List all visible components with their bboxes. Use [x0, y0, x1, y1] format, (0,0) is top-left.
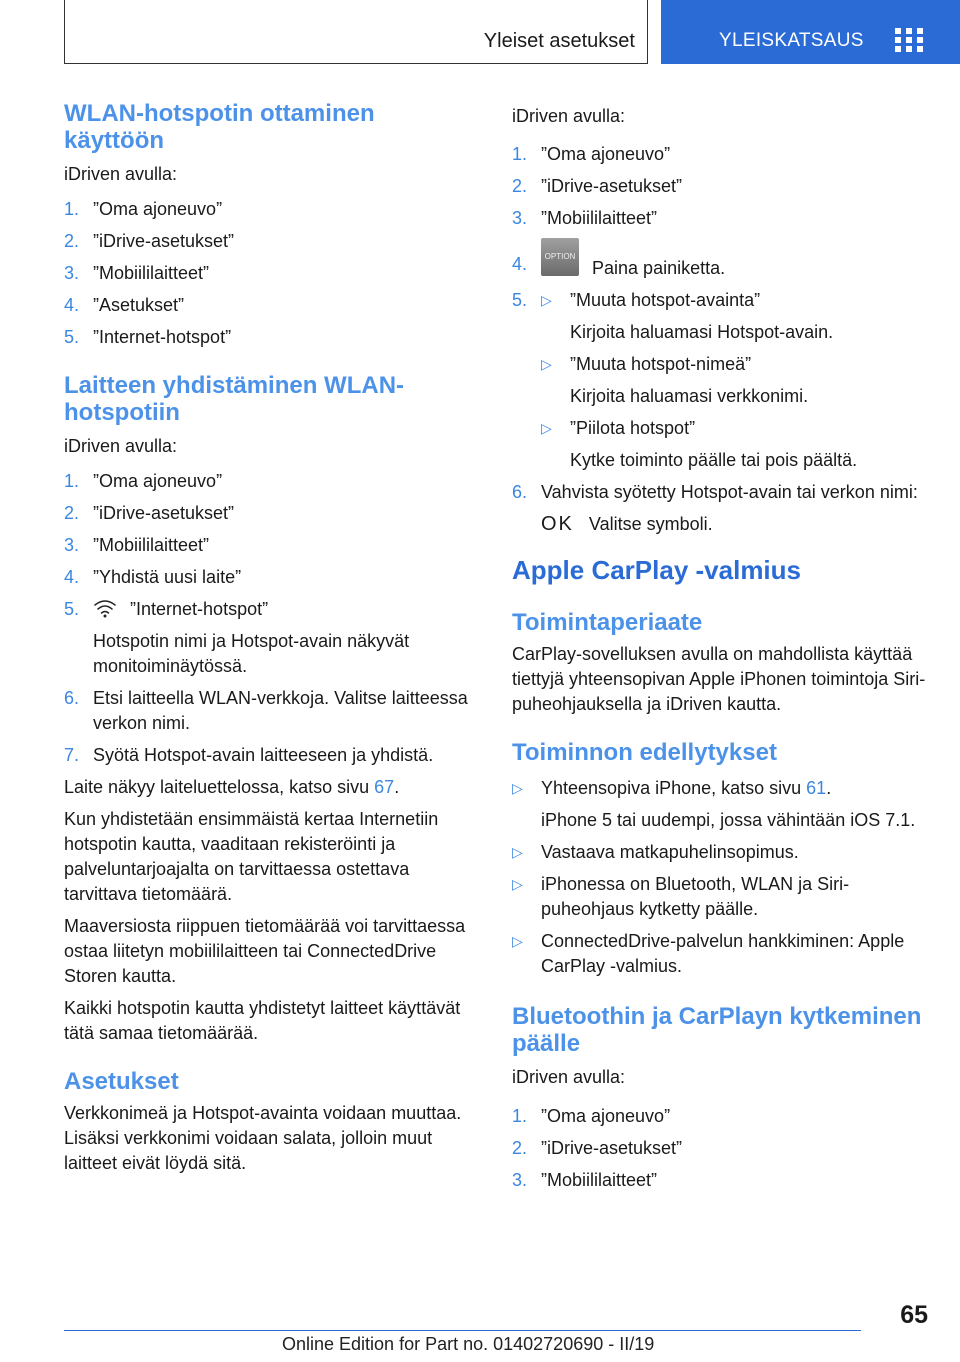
list-item: [64, 229, 474, 254]
step-text: Vahvista syötetty Hotspot-avain tai verkon nimi:: [541, 481, 918, 502]
list-item: [512, 480, 937, 505]
requirement-text: Yhteensopiva iPhone, katso sivu: [541, 777, 807, 798]
triangle-bullet-icon: ▷: [541, 355, 552, 372]
step-text: ”Yhdistä uusi laite”: [93, 567, 242, 587]
step-text: ”iDrive-asetukset”: [541, 176, 683, 196]
page-number: 65: [900, 1301, 928, 1329]
section-intro: iDriven avulla:: [64, 436, 178, 456]
section-intro: iDriven avulla:: [512, 1066, 626, 1087]
step-text: ”Oma ajoneuvo”: [93, 471, 223, 491]
step-text: ”Internet-hotspot”: [130, 599, 269, 619]
paragraph: Kun yhdistetään ensimmäistä kertaa Internetiin hotspotin kautta, vaaditaan rekisteröinti ja palveluntarjoajalta on tarvittaessa ostettava tarvittava tietomäärä.: [64, 809, 439, 904]
list-item: [512, 776, 937, 801]
grid-icon: [895, 28, 923, 52]
step-text: ”Oma ajoneuvo”: [93, 199, 223, 219]
left-column: [64, 100, 474, 1176]
sub-item-text: ”Piilota hotspot”: [570, 417, 696, 438]
paragraph: Verkkonimeä ja Hotspot-avainta voidaan muuttaa. Lisäksi verkkonimi voidaan salata, jolloin muut laitteet eivät löydä sitä.: [64, 1103, 462, 1173]
step-number: 1.: [512, 1105, 528, 1126]
step-text: ”iDrive-asetukset”: [541, 1137, 683, 1158]
step-text: Paina painiketta.: [592, 257, 726, 278]
list-item: [512, 1136, 937, 1161]
triangle-bullet-icon: ▷: [541, 291, 552, 308]
step-text: Etsi laitteella WLAN-verkkoja. Valitse laitteessa verkon nimi.: [93, 688, 468, 733]
step-number: 2.: [512, 1137, 528, 1158]
sub-item-text: ”Muuta hotspot-avainta”: [570, 289, 761, 310]
sub-item-description: Kirjoita haluamasi verkkonimi.: [570, 385, 809, 406]
step-number: 4.: [64, 567, 80, 587]
list-item: [512, 206, 937, 231]
step-note: Hotspotin nimi ja Hotspot-avain näkyvät monitoiminäytössä.: [93, 631, 410, 676]
step-number: 5.: [64, 327, 80, 347]
triangle-bullet-icon: ▷: [512, 932, 523, 949]
step-text: ”Mobiililaitteet”: [541, 208, 658, 228]
step-text: ”Oma ajoneuvo”: [541, 1105, 671, 1126]
list-item: [512, 872, 937, 922]
header-section-label: YLEISKATSAUS: [719, 30, 864, 51]
section-title-principle: Toimintaperiaate: [512, 608, 703, 636]
chapter-title-apple-carplay: Apple CarPlay -valmius: [512, 554, 801, 585]
list-item: [512, 142, 937, 167]
step-number: 1.: [64, 199, 80, 219]
paragraph: Maaversiosta riippuen tietomäärää voi tarvittaessa ostaa liitetyn mobiililaitteen tai ConnectedDrive Storen kautta.: [64, 916, 466, 986]
step-number: 3.: [512, 208, 528, 228]
step-number: 2.: [64, 503, 80, 523]
step-number: 5.: [64, 599, 80, 619]
step-list: [64, 197, 474, 350]
list-item: [64, 197, 474, 222]
step-number: 3.: [512, 1169, 528, 1190]
sub-list: [512, 288, 937, 473]
paragraph-text: Laite näkyy laiteluettelossa, katso sivu: [64, 777, 375, 797]
list-item: [64, 325, 474, 350]
requirement-text: .: [826, 777, 832, 798]
section-intro: iDriven avulla:: [512, 106, 626, 126]
step-text: ”iDrive-asetukset”: [93, 503, 235, 523]
list-item: [64, 261, 474, 286]
section-title-settings: Asetukset: [64, 1068, 179, 1095]
list-item: [64, 533, 474, 558]
step-number: 1.: [64, 471, 80, 491]
list-item: [64, 686, 474, 736]
paragraph: Kaikki hotspotin kautta yhdistetyt laitteet käyttävät tätä samaa tietomäärää.: [64, 998, 461, 1043]
section-title-connect-device: Laitteen yhdistäminen WLAN-hotspotiin: [64, 372, 405, 426]
header-section-tab[interactable]: [661, 0, 960, 64]
list-item: [512, 1104, 937, 1129]
page-link-67[interactable]: 67: [374, 777, 395, 797]
paragraph: [64, 775, 474, 800]
header-left-box: [64, 0, 648, 64]
step-number: 5.: [512, 289, 528, 310]
list-item: [64, 469, 474, 494]
list-item: [512, 929, 937, 979]
step-number: 6.: [64, 688, 80, 708]
step-number: 7.: [64, 745, 80, 765]
requirement-text: iPhonessa on Bluetooth, WLAN ja Siri-puheohjaus kytketty päälle.: [541, 873, 850, 919]
list-item: [512, 174, 937, 199]
step-text: ”Oma ajoneuvo”: [541, 144, 671, 164]
step-number: 2.: [512, 176, 528, 196]
sub-item-description: Kirjoita haluamasi Hotspot-avain.: [570, 321, 834, 342]
step-list: [512, 1104, 937, 1193]
section-title-requirements: Toiminnon edellytykset: [512, 738, 777, 766]
ok-icon: OK: [541, 512, 574, 535]
right-column: [512, 104, 937, 1200]
section-title-bluetooth-carplay: Bluetoothin ja CarPlayn kytkeminen päälle: [512, 1002, 922, 1057]
paragraph: CarPlay-sovelluksen avulla on mahdollista käyttää tiettyjä yhteensopivan Apple iPhonen toimintoja Siri-puheohjauksella ja iDriven kautta.: [512, 643, 926, 714]
section-title-wlan-hotspot: WLAN-hotspotin ottaminen käyttöön: [64, 100, 375, 154]
step-text: ”Mobiililaitteet”: [93, 263, 210, 283]
sub-list-item: [512, 352, 937, 377]
step-text: ”Mobiililaitteet”: [93, 535, 210, 555]
list-item: [64, 501, 474, 526]
footer-divider: [64, 1330, 861, 1331]
step-list: [64, 469, 474, 590]
list-item: [512, 288, 937, 473]
list-item: [512, 840, 937, 865]
sub-item-text: ”Muuta hotspot-nimeä”: [570, 353, 752, 374]
step-number: 4.: [64, 295, 80, 315]
step-number: 1.: [512, 144, 528, 164]
list-item: [64, 597, 474, 622]
step-number: 4.: [512, 254, 528, 274]
page-link-61[interactable]: 61: [806, 777, 827, 798]
triangle-bullet-icon: ▷: [541, 419, 552, 436]
step-text: Syötä Hotspot-avain laitteeseen ja yhdistä.: [93, 745, 434, 765]
step-number: 6.: [512, 481, 528, 502]
step-number: 3.: [64, 535, 80, 555]
sub-item-description: Kytke toiminto päälle tai pois päältä.: [570, 449, 858, 470]
step-number: 3.: [64, 263, 80, 283]
list-item: [64, 293, 474, 318]
header-title: Yleiset asetukset: [483, 30, 635, 52]
step-text: ”Internet-hotspot”: [93, 327, 232, 347]
requirement-text: ConnectedDrive-palvelun hankkiminen: Apple CarPlay -valmius.: [541, 930, 905, 976]
triangle-bullet-icon: ▷: [512, 843, 523, 860]
triangle-bullet-icon: ▷: [512, 875, 523, 892]
list-item: [512, 1168, 937, 1193]
wifi-icon: [93, 598, 117, 618]
list-item: [512, 238, 937, 281]
section-intro: iDriven avulla:: [64, 164, 178, 184]
triangle-bullet-icon: ▷: [512, 779, 523, 796]
list-item: [64, 743, 474, 768]
step-text: ”iDrive-asetukset”: [93, 231, 235, 251]
sub-list-item: [512, 288, 937, 313]
requirement-text: Vastaava matkapuhelinsopimus.: [541, 841, 799, 862]
step-number: 2.: [64, 231, 80, 251]
requirement-note: iPhone 5 tai uudempi, jossa vähintään iOS 7.1.: [541, 809, 916, 830]
paragraph-text: .: [394, 777, 400, 797]
step-text: ”Mobiililaitteet”: [541, 1169, 658, 1190]
list-item: [64, 565, 474, 590]
sub-list-item: [512, 416, 937, 441]
list-item: [512, 512, 937, 537]
step-list: [512, 142, 937, 231]
step-text: ”Asetukset”: [93, 295, 185, 315]
footer-edition: Online Edition for Part no. 01402720690 - II/19: [282, 1334, 655, 1354]
step-note: Valitse symboli.: [588, 513, 713, 534]
option-button-icon: OPTION: [541, 238, 579, 276]
